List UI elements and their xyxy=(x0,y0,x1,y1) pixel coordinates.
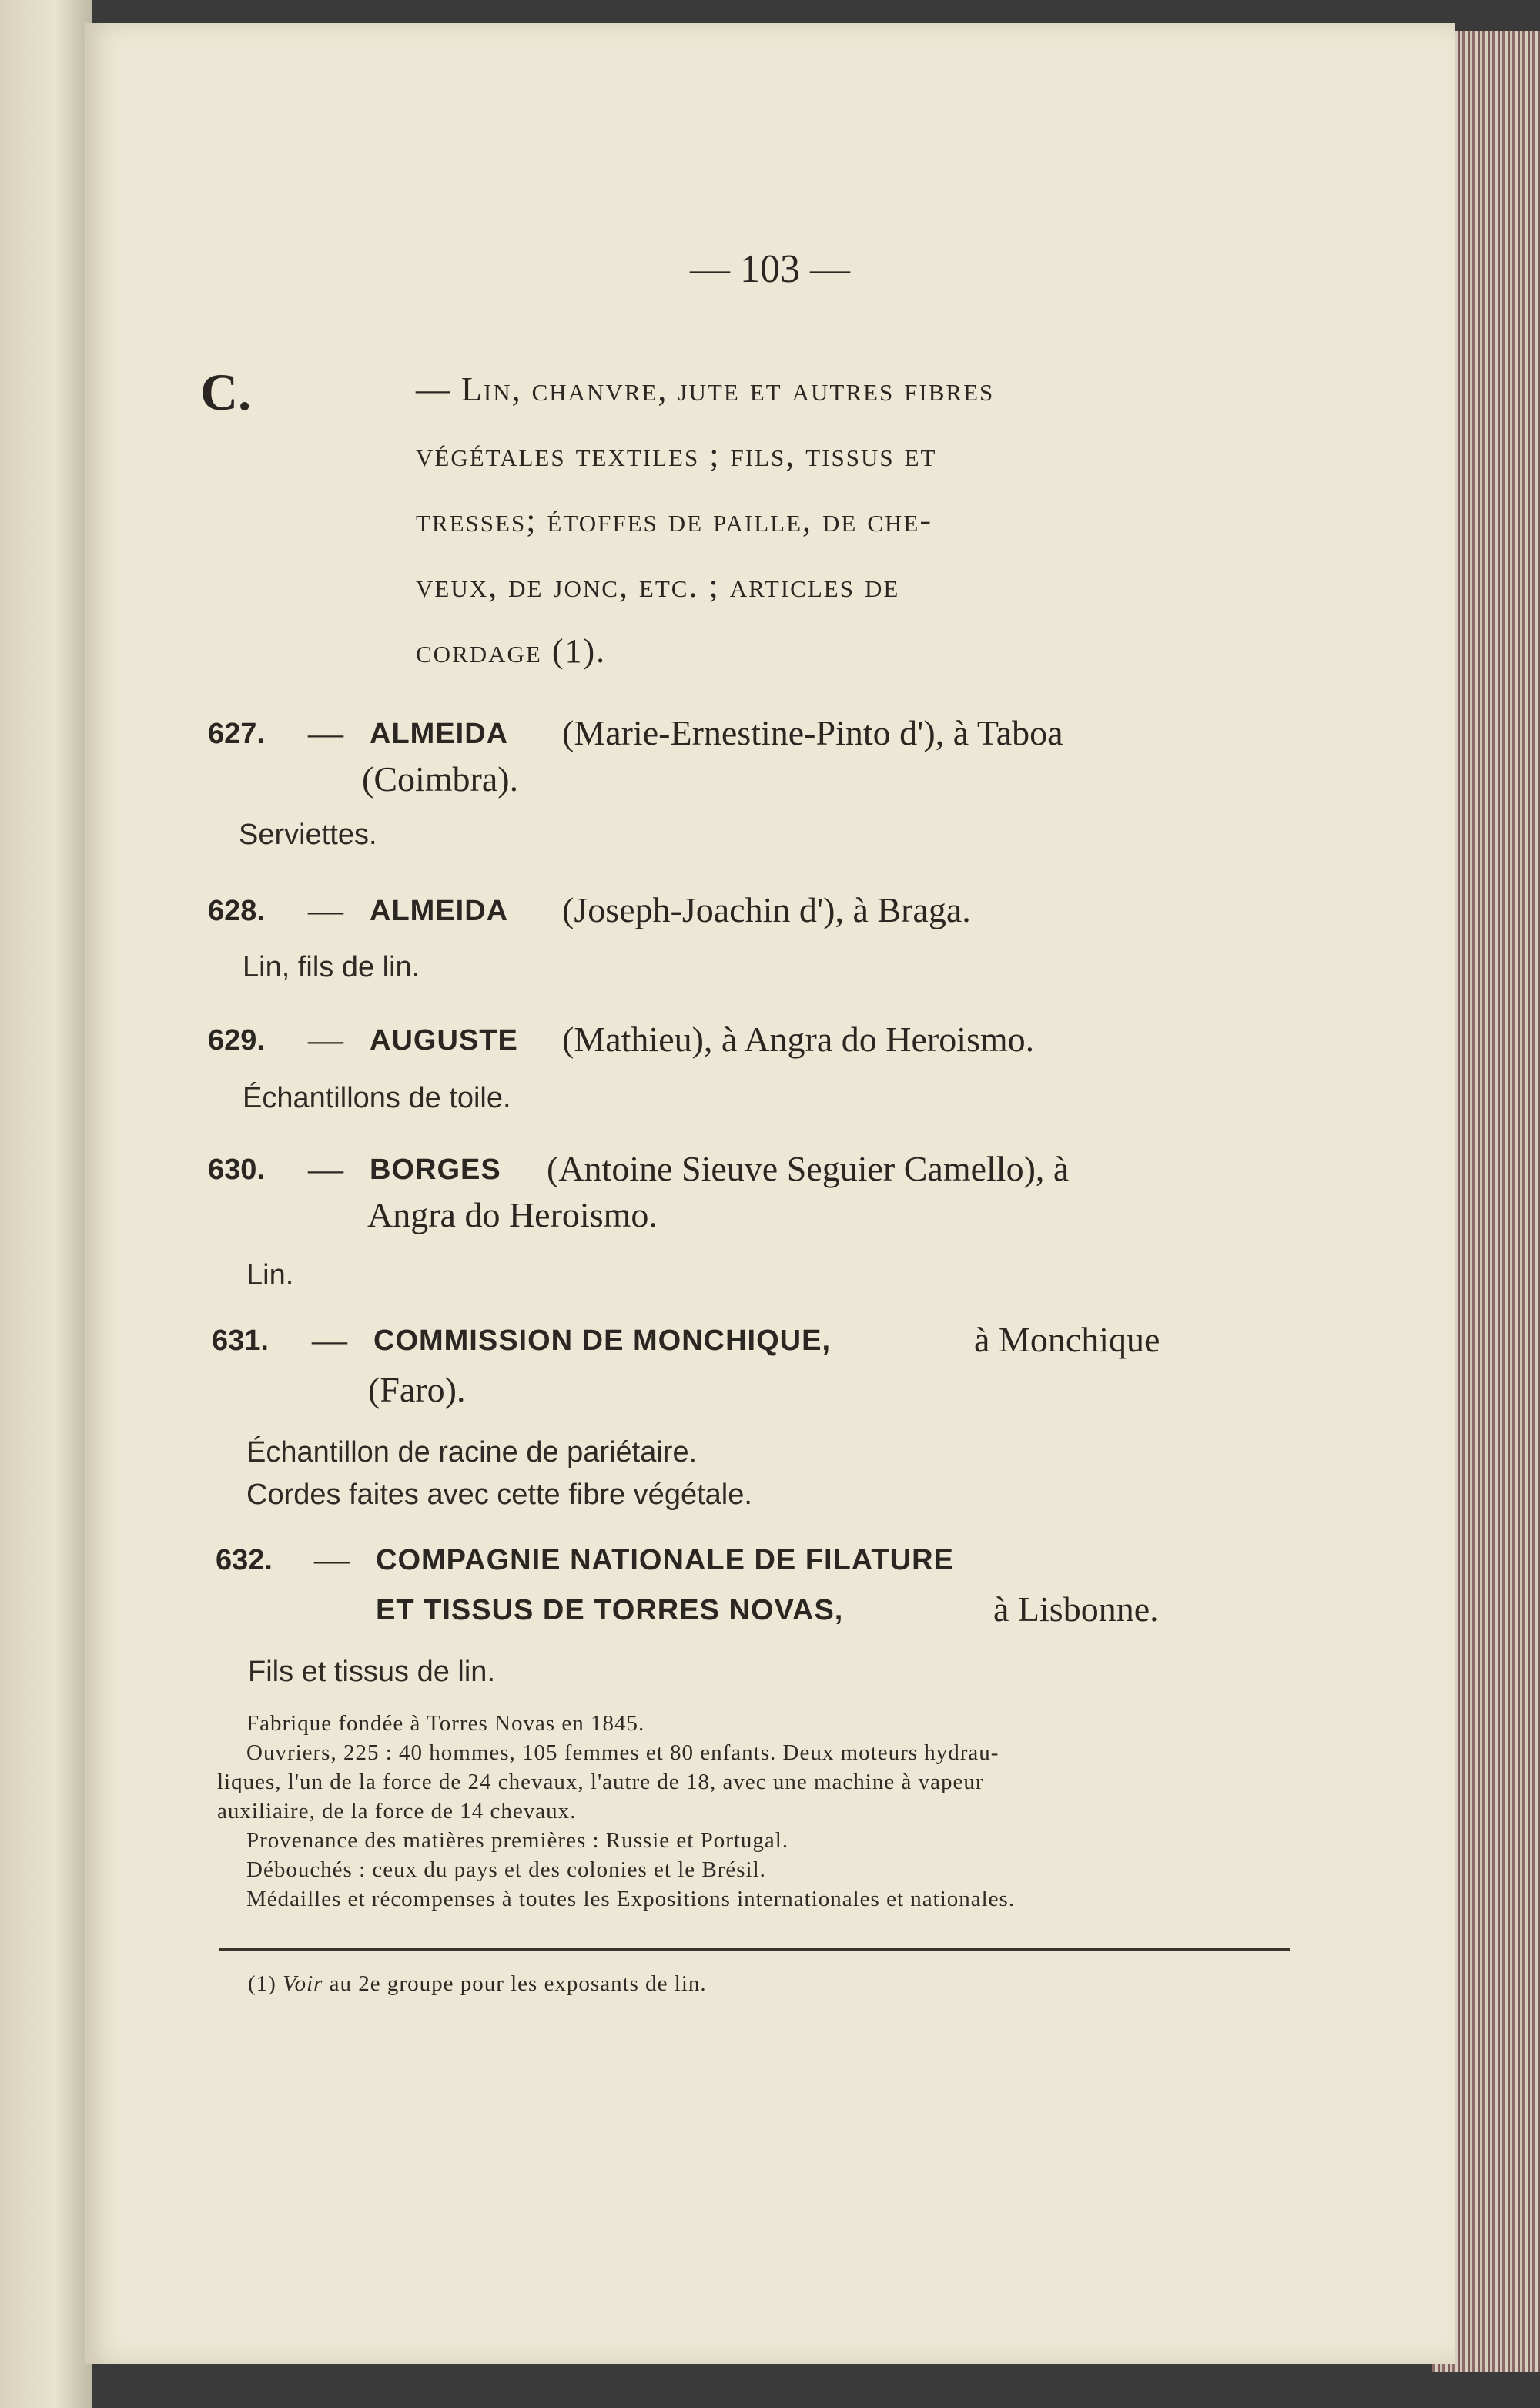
entry-details-629: (Mathieu), à Angra do Heroismo. xyxy=(562,1020,1035,1059)
entry-number-630: 630. xyxy=(208,1154,265,1186)
entry-details-cont-631: (Faro). xyxy=(368,1370,466,1409)
entry-name-627: ALMEIDA xyxy=(370,718,509,750)
entry-number-632: 632. xyxy=(216,1544,273,1576)
entry-number-629: 629. xyxy=(208,1024,265,1057)
entry-details-cont-627: (Coimbra). xyxy=(362,759,519,799)
entry-name-628: ALMEIDA xyxy=(370,895,509,927)
footnote-rule xyxy=(219,1948,1290,1951)
note-line-3: liques, l'un de la force de 24 chevaux, l'autre de 18, avec une machine à vapeur xyxy=(217,1770,984,1794)
footnote-mark: (1) xyxy=(248,1971,276,1996)
entry-name-629: AUGUSTE xyxy=(370,1024,518,1057)
entry-item-632: Fils et tissus de lin. xyxy=(248,1656,495,1688)
entry-item-630: Lin. xyxy=(246,1259,294,1291)
note-line-5: Provenance des matières premières : Russie et Portugal. xyxy=(246,1828,789,1853)
entry-dash: — xyxy=(308,1149,343,1188)
note-line-4: auxiliaire, de la force de 14 chevaux. xyxy=(217,1799,577,1824)
entry-name-632: COMPAGNIE NATIONALE DE FILATURE xyxy=(376,1544,954,1576)
entry-number-627: 627. xyxy=(208,718,265,750)
entry-name-630: BORGES xyxy=(370,1154,501,1186)
entry-item-631-1: Échantillon de racine de pariétaire. xyxy=(246,1436,698,1469)
entry-details-628: (Joseph-Joachin d'), à Braga. xyxy=(562,890,971,929)
footnote-text: au 2e groupe pour les exposants de lin. xyxy=(329,1971,707,1996)
entry-dash: — xyxy=(312,1320,347,1359)
section-heading-line-1: — Lin, chanvre, jute et autres fibres xyxy=(416,370,995,408)
section-heading-line-5: cordage (1). xyxy=(416,632,607,670)
entry-name-cont-632: ET TISSUS DE TORRES NOVAS, xyxy=(376,1594,844,1626)
entry-item-631-2: Cordes faites avec cette fibre végétale. xyxy=(246,1479,752,1511)
entry-number-628: 628. xyxy=(208,895,265,927)
entry-item-627: Serviettes. xyxy=(239,819,377,851)
entry-details-cont-632: à Lisbonne. xyxy=(993,1589,1159,1629)
note-line-2: Ouvriers, 225 : 40 hommes, 105 femmes et 80 enfants. Deux moteurs hydrau- xyxy=(246,1740,999,1765)
footnote-italic: Voir xyxy=(283,1971,323,1996)
entry-details-630: (Antoine Sieuve Seguier Camello), à xyxy=(547,1149,1070,1188)
entry-dash: — xyxy=(308,890,343,929)
note-line-6: Débouchés : ceux du pays et des colonies et le Brésil. xyxy=(246,1857,766,1882)
entry-dash: — xyxy=(314,1539,350,1579)
entry-details-627: (Marie-Ernestine-Pinto d'), à Taboa xyxy=(562,713,1063,752)
entry-dash: — xyxy=(308,1020,343,1059)
section-heading-line-4: veux, de jonc, etc. ; articles de xyxy=(416,567,900,605)
book-page xyxy=(85,23,1455,2364)
entry-item-629: Échantillons de toile. xyxy=(243,1082,511,1114)
section-heading-line-2: végétales textiles ; fils, tissus et xyxy=(416,436,937,474)
section-heading-line-3: tresses; étoffes de paille, de che- xyxy=(416,501,933,539)
entry-dash: — xyxy=(308,713,343,752)
left-page-edge xyxy=(0,0,92,2408)
entry-item-628: Lin, fils de lin. xyxy=(243,951,420,983)
section-letter: C. xyxy=(200,363,252,421)
entry-details-cont-630: Angra do Heroismo. xyxy=(367,1195,658,1234)
note-line-7: Médailles et récompenses à toutes les Expositions internationales et nationales. xyxy=(246,1887,1016,1911)
note-line-1: Fabrique fondée à Torres Novas en 1845. xyxy=(246,1711,645,1736)
entry-details-631: à Monchique xyxy=(974,1320,1160,1359)
footnote xyxy=(248,1971,707,1997)
entry-number-631: 631. xyxy=(212,1325,269,1357)
page-number: — 103 — xyxy=(690,247,850,291)
entry-name-631: COMMISSION DE MONCHIQUE, xyxy=(373,1325,832,1357)
